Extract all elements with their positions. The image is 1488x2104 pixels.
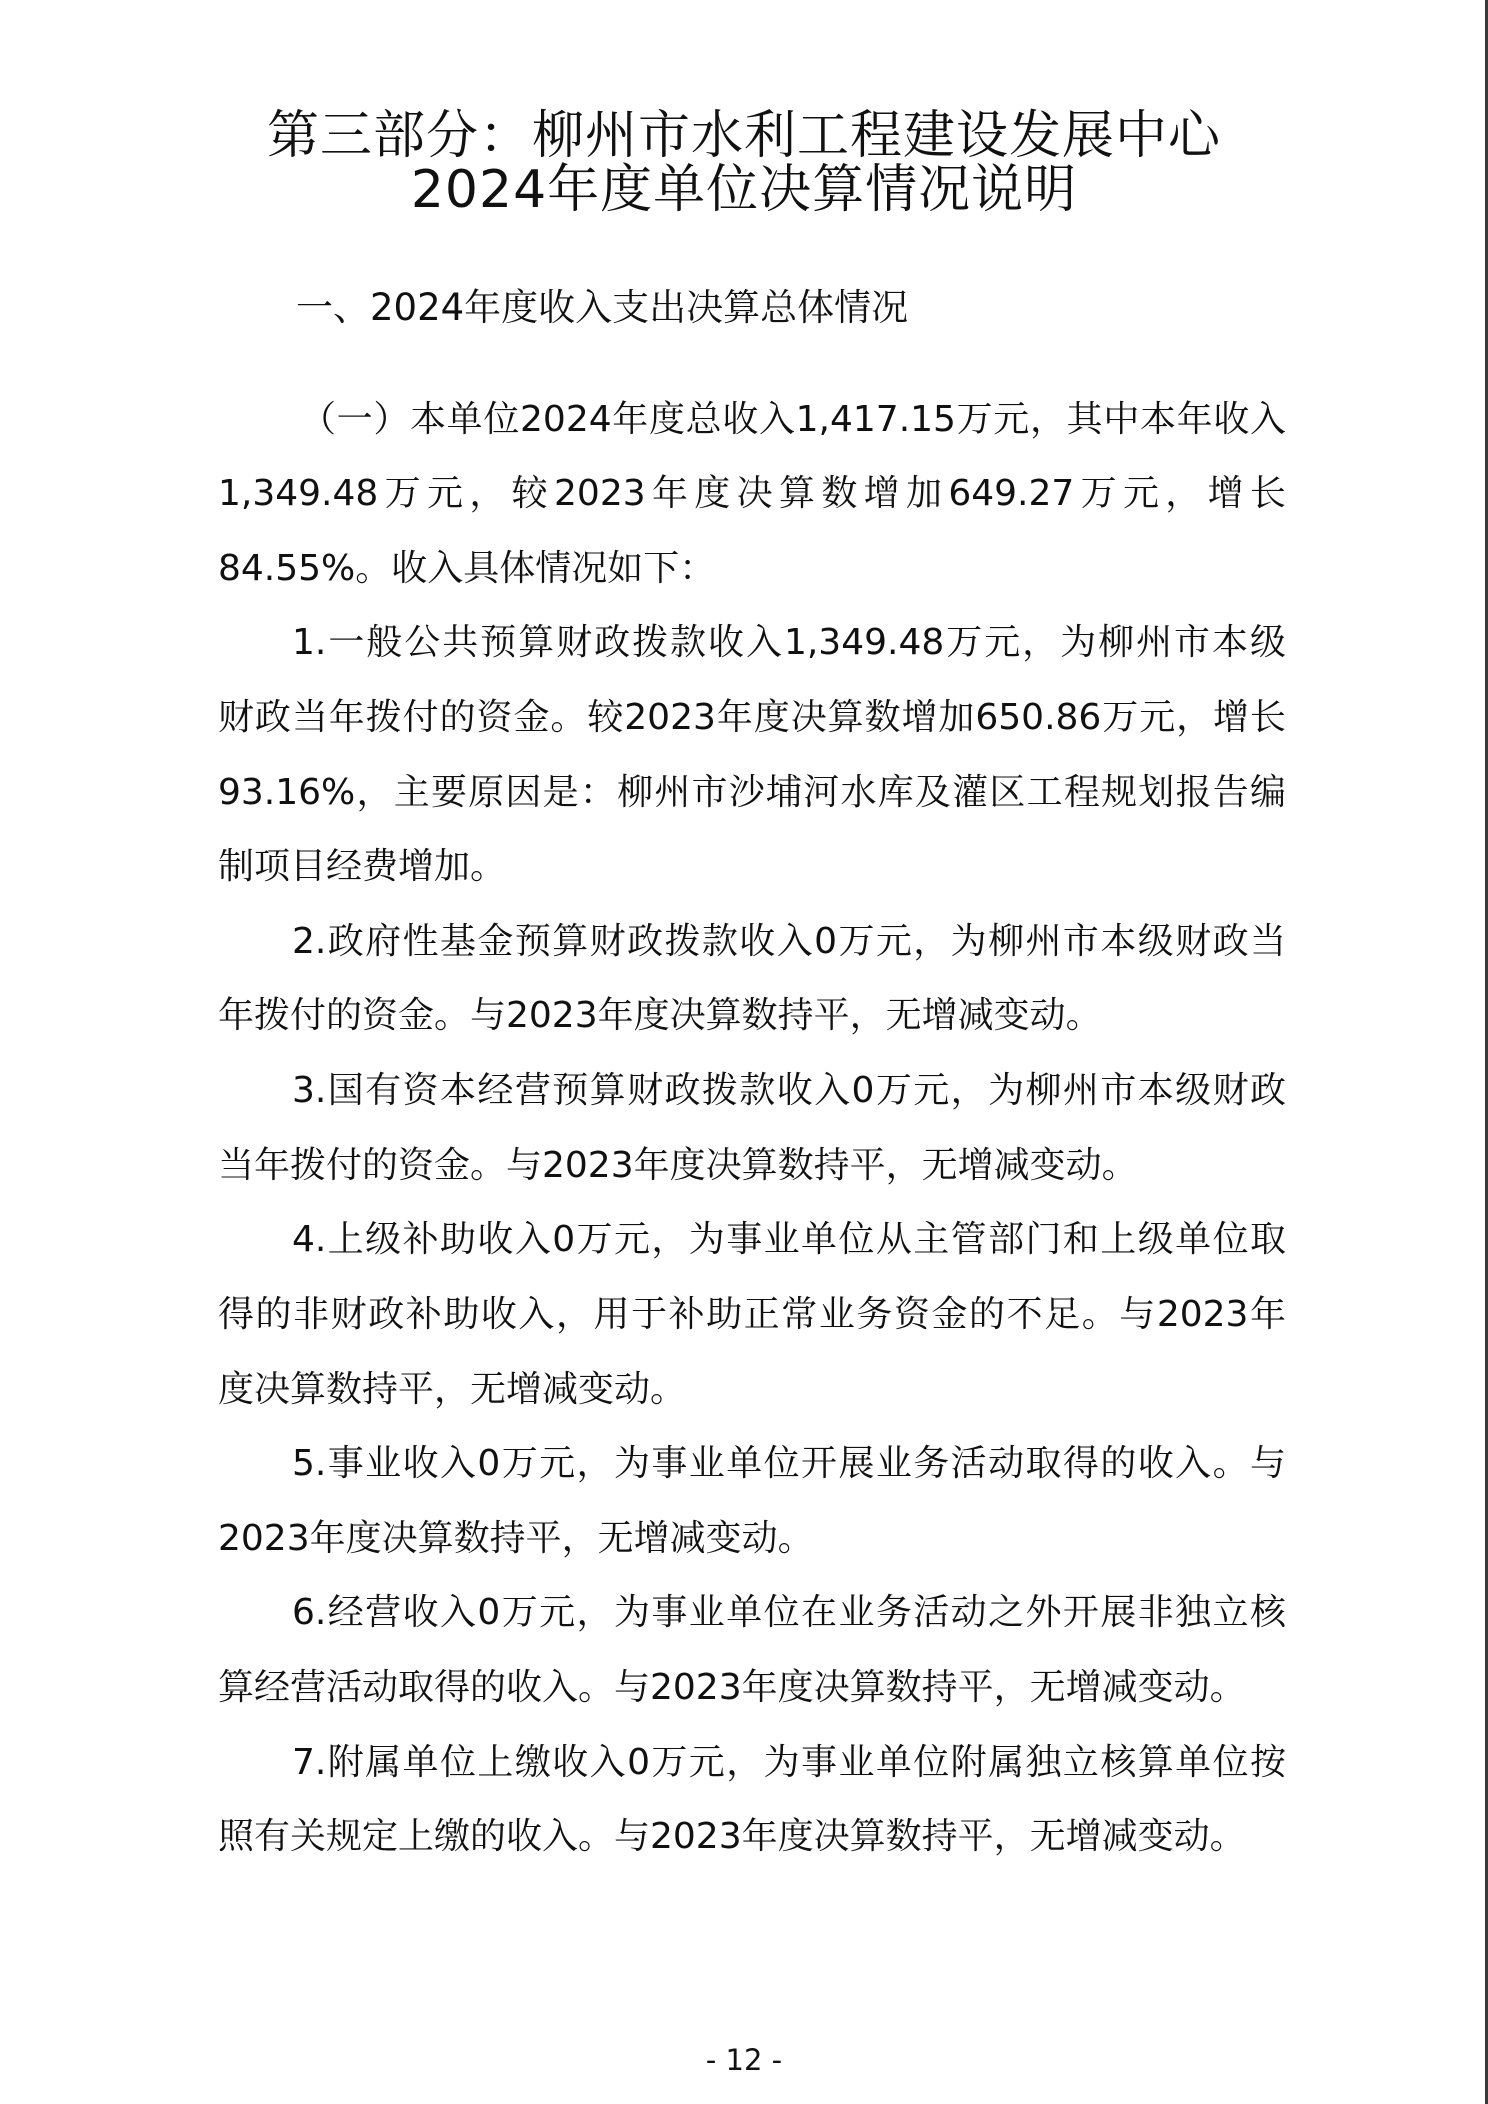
paragraph-line: 7.附属单位上缴收入0万元，为事业单位附属独立核算单位按 [292,1742,1286,1783]
paragraph-line: 年拨付的资金。与2023年度决算数持平，无增减变动。 [218,995,1102,1036]
document-title-line-2: 2024年度单位决算情况说明 [410,160,1078,220]
paragraph-line: 3.国有资本经营预算财政拨款收入0万元，为柳州市本级财政 [292,1070,1286,1111]
paragraph-line: （一）本单位2024年度总收入1,417.15万元，其中本年收入 [300,399,1286,440]
paragraph-line: 1.一般公共预算财政拨款收入1,349.48万元，为柳州市本级 [292,622,1286,663]
paragraph-line: 4.上级补助收入0万元，为事业单位从主管部门和上级单位取 [292,1219,1286,1260]
paragraph-line: 当年拨付的资金。与2023年度决算数持平，无增减变动。 [218,1145,1138,1186]
paragraph-line: 2023年度决算数持平，无增减变动。 [218,1518,814,1559]
paragraph-line: 照有关规定上缴的收入。与2023年度决算数持平，无增减变动。 [218,1816,1246,1857]
paragraph-line: 84.55%。收入具体情况如下： [218,548,716,589]
paragraph-line: 1,349.48万元，较2023年度决算数增加649.27万元，增长 [218,473,1286,514]
section-heading: 一、2024年度收入支出决算总体情况 [296,286,909,329]
paragraph-line: 5.事业收入0万元，为事业单位开展业务活动取得的收入。与 [292,1443,1286,1484]
paragraph-line: 度决算数持平，无增减变动。 [218,1369,687,1410]
paragraph-line: 财政当年拨付的资金。较2023年度决算数增加650.86万元，增长 [218,697,1286,738]
page-number: - 12 - [705,2043,783,2077]
document-title-line-1: 第三部分：柳州市水利工程建设发展中心 [266,106,1221,166]
paragraph-line: 制项目经费增加。 [218,846,507,887]
paragraph-line: 算经营活动取得的收入。与2023年度决算数持平，无增减变动。 [218,1667,1246,1708]
paragraph-line: 93.16%，主要原因是：柳州市沙埔河水库及灌区工程规划报告编 [218,772,1286,813]
paragraph-line: 6.经营收入0万元，为事业单位在业务活动之外开展非独立核 [292,1592,1286,1633]
paragraph-line: 得的非财政补助收入，用于补助正常业务资金的不足。与2023年 [218,1294,1286,1335]
paragraph-line: 2.政府性基金预算财政拨款收入0万元，为柳州市本级财政当 [292,921,1286,962]
